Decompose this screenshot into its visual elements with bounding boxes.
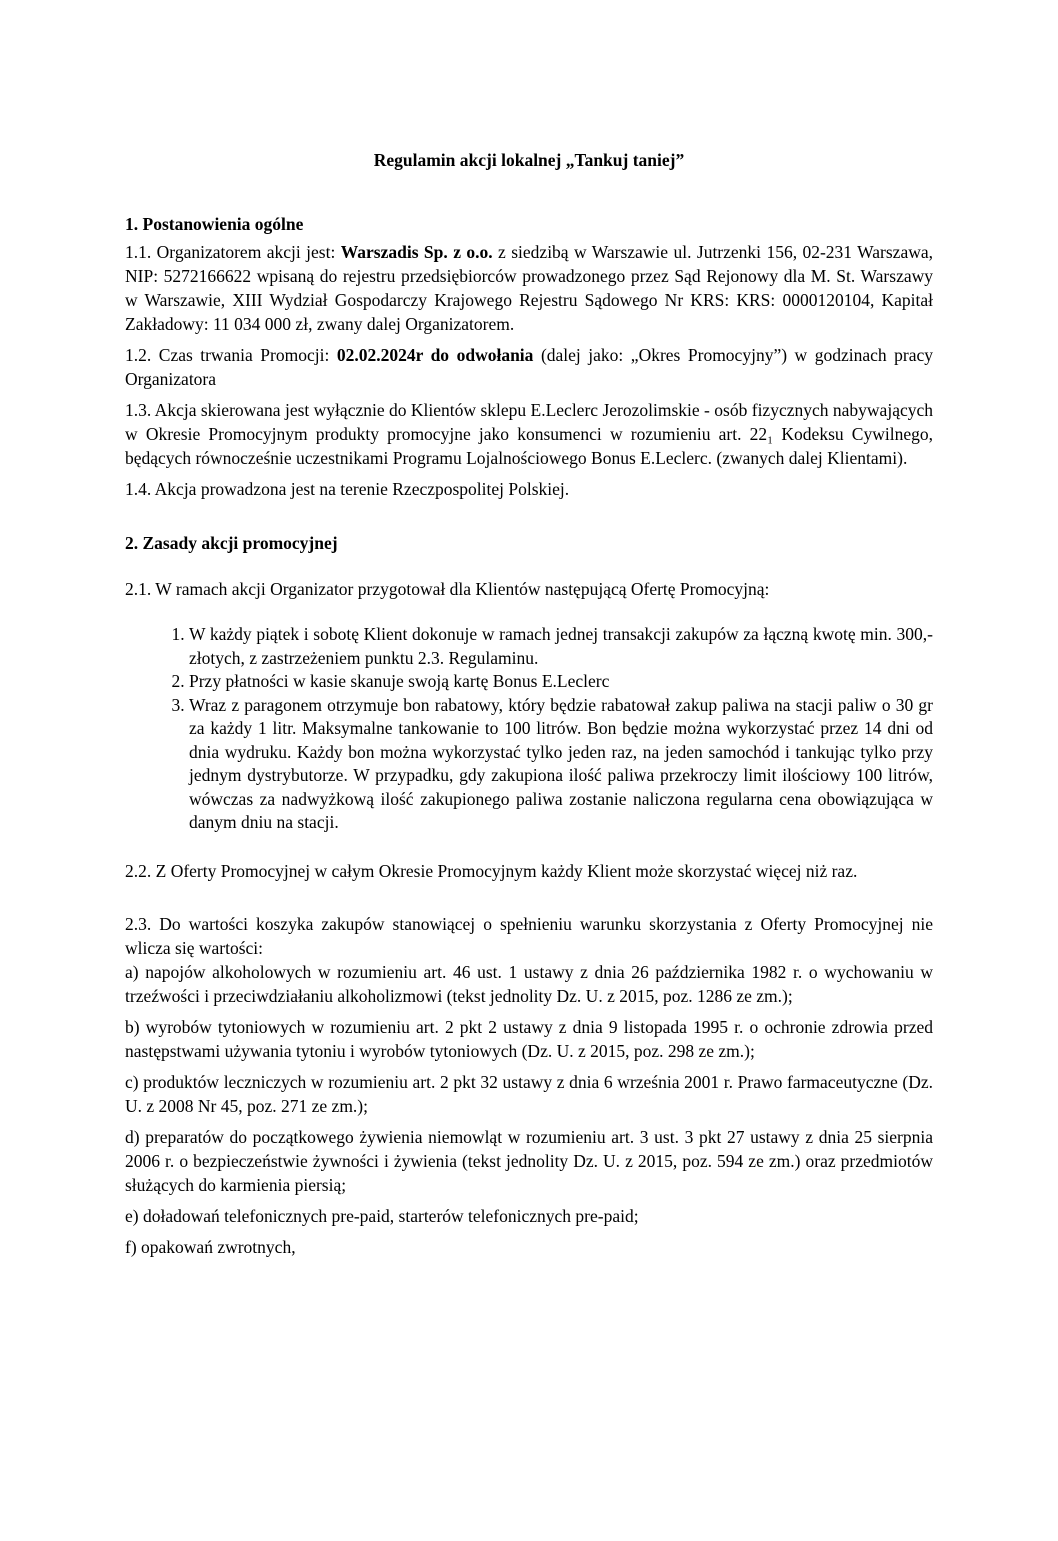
paragraph-1-1 (125, 240, 933, 336)
paragraph-1-3: 1.3. Akcja skierowana jest wyłącznie do Klientów sklepu E.Leclerc Jerozolimskie - osób fizycznych nabywających w Okresie Promocyjnym produkty promocyjne jako konsumenci w rozumieniu art. 22₁ Kodeksu Cywilnego, będących równocześnie uczestnikami Programu Lojalnościowego Bonus E.Leclerc. (zwanych dalej Klientami). (125, 400, 933, 468)
exclusion-d: d) preparatów do początkowego żywienia niemowląt w rozumieniu art. 3 ust. 3 pkt 27 ustawy z dnia 25 sierpnia 2006 r. o bezpieczeństwie żywności i żywienia (tekst jednolity Dz. U. z 2015, poz. 594 ze zm.) oraz przedmiotów służących do karmienia piersią; (125, 1126, 933, 1195)
list-item: 2. Przy płatności w kasie skanuje swoją kartę Bonus E.Leclerc (189, 670, 933, 694)
exclusion-f: f) opakowań zwrotnych, (125, 1236, 296, 1257)
paragraph-1-2 (125, 343, 933, 391)
exclusion-e: e) doładowań telefonicznych pre-paid, starterów telefonicznych pre-paid; (125, 1205, 639, 1226)
section-1-heading: 1. Postanowienia ogólne (125, 214, 304, 234)
paragraph-1-2-lead: 1.2. Czas trwania Promocji: (125, 345, 337, 365)
section-2-heading: 2. Zasady akcji promocyjnej (125, 533, 338, 553)
organizer-name: Warszadis Sp. z o.o. (340, 242, 493, 262)
document-title: Regulamin akcji lokalnej „Tankuj taniej” (373, 150, 685, 170)
paragraph-1-1-rest: z siedzibą w Warszawie ul. Jutrzenki 156, 02-231 Warszawa, NIP: 5272166622 wpisaną do rejestru przedsiębiorców prowadzonego przez Sąd Rejonowy dla M. St. Warszawy w Warszawie, XIII Wydział Gospodarczy Krajowego Rejestru Sądowego Nr KRS: KRS: 0000120104, Kapitał Zakładowy: 11 034 000 zł, zwany dalej Organizatorem. (125, 242, 933, 334)
document-body (125, 148, 933, 1266)
paragraph-1-2-rest: (dalej jako: „Okres Promocyjny”) w godzinach pracy Organizatora (125, 345, 934, 389)
list-item: 1. W każdy piątek i sobotę Klient dokonuje w ramach jednej transakcji zakupów za łączną kwotę min. 300,- złotych, z zastrzeżeniem punktu 2.3. Regulaminu. (189, 623, 933, 670)
paragraph-2-3: 2.3. Do wartości koszyka zakupów stanowiącej o spełnieniu warunku skorzystania z Oferty Promocyjnej nie wlicza się wartości: (125, 913, 933, 958)
exclusion-b: b) wyrobów tytoniowych w rozumieniu art. 2 pkt 2 ustawy z dnia 9 listopada 1995 r. o ochronie zdrowia przed następstwami używania tytoniu i wyrobów tytoniowych (Dz. U. z 2015, poz. 298 ze zm.); (125, 1016, 933, 1061)
paragraph-2-1: 2.1. W ramach akcji Organizator przygotował dla Klientów następującą Ofertę Promocyjną: (125, 579, 770, 599)
list-item: 3. Wraz z paragonem otrzymuje bon rabatowy, który będzie rabatował zakup paliwa na stacji paliw o 30 gr za każdy 1 litr. Maksymalne tankowanie to 100 litrów. Bon będzie można wykorzystać przez 14 dni od dnia wydruku. Każdy bon można wykorzystać tylko jeden raz, na jeden samochód i tankując tylko przy jednym dystrybutorze. W przypadku, gdy zakupiona ilość paliwa przekroczy limit ilościowy 100 litrów, wówczas za nadwyżkową ilość zakupionego paliwa zostanie naliczona regularna cena obowiązująca w danym dniu na stacji. (189, 694, 933, 835)
exclusion-a: a) napojów alkoholowych w rozumieniu art. 46 ust. 1 ustawy z dnia 26 października 1982 r. o wychowaniu w trzeźwości i przeciwdziałaniu alkoholizmowi (tekst jednolity Dz. U. z 2015, poz. 1286 ze zm.); (125, 961, 933, 1006)
paragraph-1-4: 1.4. Akcja prowadzona jest na terenie Rzeczpospolitej Polskiej. (125, 479, 570, 499)
paragraph-1-1-lead: 1.1. Organizatorem akcji jest: (125, 242, 341, 262)
paragraph-2-2: 2.2. Z Oferty Promocyjnej w całym Okresie Promocyjnym każdy Klient może skorzystać więcej niż raz. (125, 860, 858, 881)
offer-list (125, 623, 933, 835)
promotion-period: 02.02.2024r do odwołania (336, 345, 534, 365)
exclusion-c: c) produktów leczniczych w rozumieniu art. 2 pkt 32 ustawy z dnia 6 września 2001 r. Prawo farmaceutyczne (Dz. U. z 2008 Nr 45, poz. 271 ze zm.); (125, 1071, 933, 1116)
